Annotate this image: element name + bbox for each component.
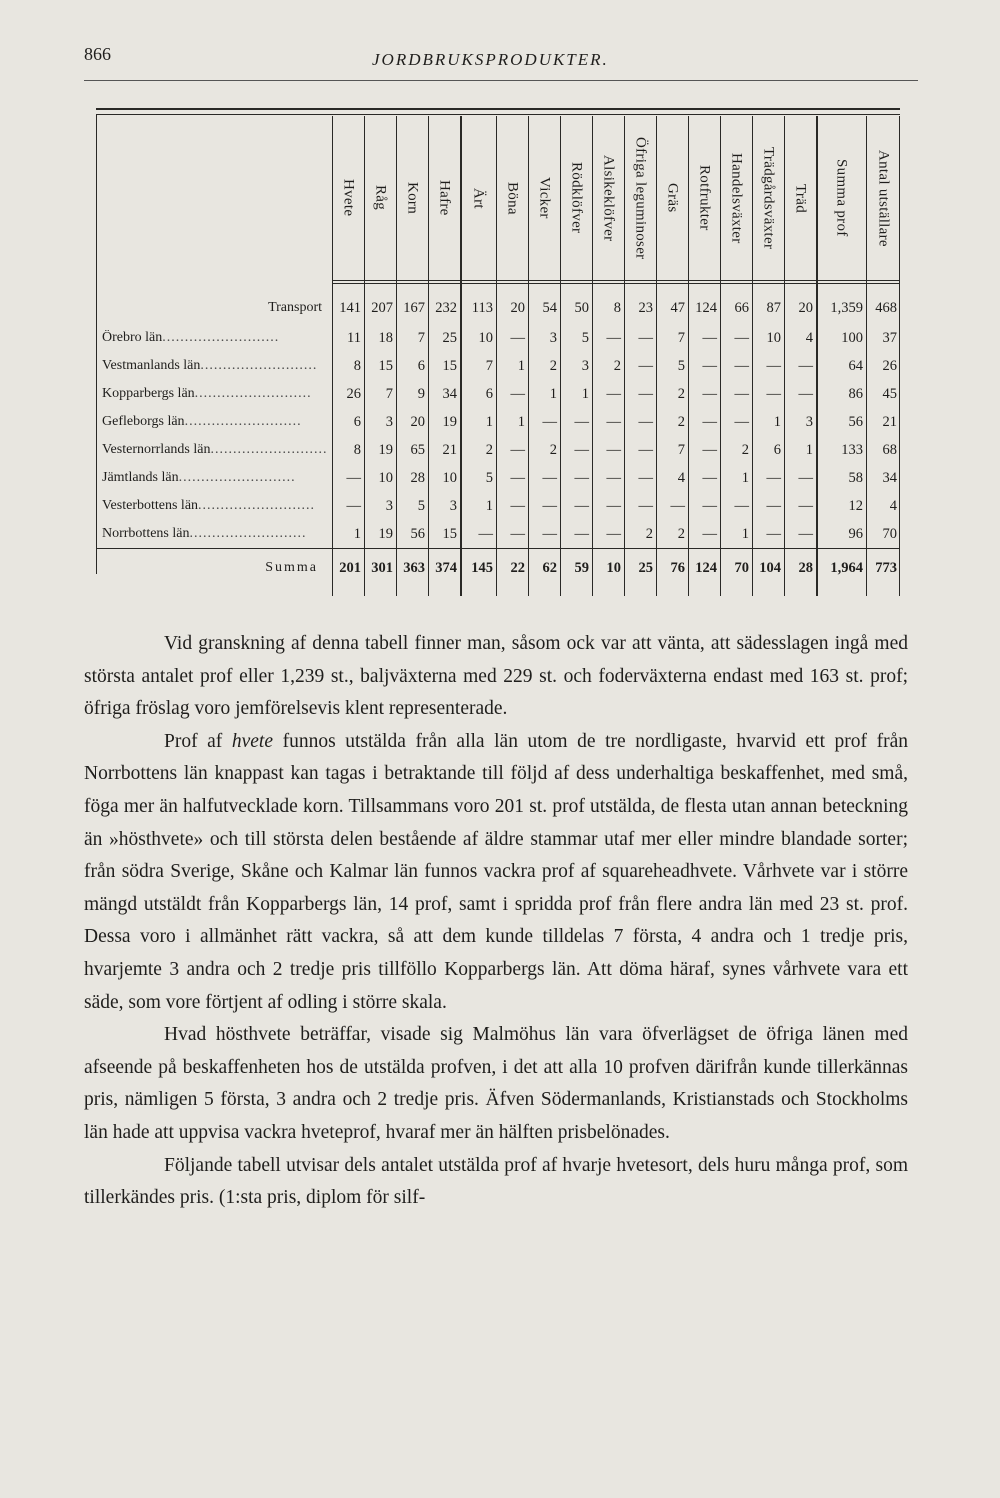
county-cell: — [606,386,621,402]
county-cell: — [638,330,653,346]
leader-dots: .......................... [162,330,280,345]
county-cell: — [542,414,557,430]
county-cell: 64 [848,358,863,374]
column-header-label: Träd [792,183,809,213]
paragraph [84,1019,908,1149]
body-text [84,628,908,1215]
county-cell: — [798,386,813,402]
county-cell: — [542,498,557,514]
county-cell: 10 [766,330,781,346]
county-cell: 21 [442,442,457,458]
summa-cell: 28 [798,560,813,576]
county-cell: 19 [378,526,393,542]
county-cell: — [346,498,361,514]
column-header [528,118,560,278]
county-cell: 2 [677,414,685,430]
county-cell: — [606,442,621,458]
county-label [102,470,330,486]
county-cell: 12 [848,498,863,514]
county-name: Örebro län [102,330,163,345]
column-header-label: Antal utställare [875,149,892,247]
county-cell: 7 [677,330,685,346]
county-cell: 6 [485,386,493,402]
county-cell: — [702,330,717,346]
county-label [102,498,330,514]
column-header [688,118,720,278]
county-cell: — [766,386,781,402]
column-header [460,118,496,278]
county-name: Vesternorrlands län [102,442,211,457]
county-cell: 18 [378,330,393,346]
summa-label: Summa [265,560,318,575]
column-header-label: Alsikeklöfver [600,154,617,242]
county-cell: 2 [741,442,749,458]
leader-dots: .......................... [210,442,328,457]
county-cell: — [766,470,781,486]
county-cell: — [638,414,653,430]
table-left-rule [96,114,97,574]
column-header [364,118,396,278]
county-cell: — [510,386,525,402]
county-cell: — [766,498,781,514]
column-header [816,118,866,278]
county-cell: — [574,498,589,514]
transport-cell: 124 [695,300,717,316]
column-header-label: Vicker [536,177,553,219]
summa-cell: 22 [510,560,525,576]
transport-cell: 20 [510,300,525,316]
county-cell: 8 [353,442,361,458]
county-cell: 3 [385,498,393,514]
county-cell: — [606,414,621,430]
county-cell: 1 [741,470,749,486]
column-header-label: Råg [372,185,389,211]
county-cell: 2 [613,358,621,374]
transport-cell: 207 [371,300,393,316]
county-cell: — [702,386,717,402]
summa-cell: 145 [471,560,493,576]
county-cell: 1 [581,386,589,402]
county-cell: 8 [353,358,361,374]
county-label [102,526,330,542]
italic-term: hvete [231,730,274,752]
county-cell: — [702,442,717,458]
county-cell: 3 [581,358,589,374]
county-cell: 34 [442,386,457,402]
county-cell: 2 [549,358,557,374]
county-cell: — [702,414,717,430]
county-cell: 10 [478,330,493,346]
leader-dots: .......................... [178,470,296,485]
county-cell: 15 [378,358,393,374]
county-cell: 1 [805,442,813,458]
paragraph [84,1150,908,1215]
county-cell: 5 [581,330,589,346]
county-cell: 1 [353,526,361,542]
county-cell: — [766,526,781,542]
county-cell: — [638,498,653,514]
county-cell: 2 [485,442,493,458]
county-cell: 10 [378,470,393,486]
county-cell: — [702,498,717,514]
transport-cell: 141 [339,300,361,316]
county-cell: 4 [805,330,813,346]
table-top-rule [96,108,900,110]
column-header-label: Öfriga leguminoser [632,136,649,260]
county-cell: — [798,358,813,374]
county-cell: 21 [882,414,897,430]
county-cell: 70 [882,526,897,542]
county-cell: 28 [410,470,425,486]
text-run: Hvad hösthvete beträffar, visade sig Malmöhus län vara öfverlägset de öfriga länen med afseende på beskaffenheten hos de utstälda profven, i det att alla 10 profven därifrån kunde tillerkännas pris, nämligen 5 första, 3 andra och 2 tredje pris. Äfven Södermanlands, Kristianstads och Stockholms län hade att uppvisa vackra hveteprof, hvaraf mer än hälften prisbelönades. [84,1024,908,1143]
county-cell: — [574,526,589,542]
column-header-label: Trädgårdsväxter [760,146,777,250]
county-cell: — [734,414,749,430]
county-cell: 1 [549,386,557,402]
county-cell: 2 [677,526,685,542]
county-cell: — [510,470,525,486]
county-cell: 15 [442,358,457,374]
column-header-label: Ärt [470,187,487,209]
county-name: Kopparbergs län [102,386,195,401]
county-cell: 6 [417,358,425,374]
column-header [866,118,900,278]
county-cell: 1 [485,498,493,514]
county-cell: 19 [442,414,457,430]
county-cell: 1 [485,414,493,430]
county-cell: — [638,470,653,486]
county-cell: 2 [549,442,557,458]
county-cell: 45 [882,386,897,402]
county-cell: 19 [378,442,393,458]
county-cell: — [798,526,813,542]
transport-cell: 23 [638,300,653,316]
county-cell: 9 [417,386,425,402]
county-cell: — [734,358,749,374]
county-cell: 25 [442,330,457,346]
summa-cell: 374 [435,560,457,576]
county-name: Vesterbottens län [102,498,199,513]
transport-cell: 1,359 [830,300,863,316]
page-number: 866 [84,44,111,64]
column-header [656,118,688,278]
summa-cell: 363 [403,560,425,576]
county-name: Vestmanlands län [102,358,201,373]
county-cell: 3 [449,498,457,514]
county-cell: 3 [385,414,393,430]
table-top-rule-inner [96,114,900,115]
county-cell: — [734,386,749,402]
county-cell: 4 [889,498,897,514]
column-header [720,118,752,278]
county-cell: — [606,498,621,514]
county-cell: 96 [848,526,863,542]
column-header [428,118,460,278]
paragraph [84,628,908,726]
transport-cell: 232 [435,300,457,316]
county-cell: 2 [645,526,653,542]
column-header-label: Handelsväxter [728,152,745,244]
summa-cell: 104 [759,560,781,576]
county-cell: — [606,470,621,486]
county-cell: — [510,330,525,346]
summa-cell: 25 [638,560,653,576]
header-bottom-rule-inner [332,283,900,284]
summa-cell: 70 [734,560,749,576]
column-header [396,118,428,278]
county-cell: 3 [549,330,557,346]
header-rule [84,80,918,81]
column-header [784,118,816,278]
transport-cell: 66 [734,300,749,316]
column-header [332,118,364,278]
county-cell: 58 [848,470,863,486]
county-cell: — [702,358,717,374]
summa-cell: 201 [339,560,361,576]
county-cell: 4 [677,470,685,486]
county-cell: 20 [410,414,425,430]
column-header-label: Summa prof [833,159,850,237]
column-header [496,118,528,278]
county-cell: 3 [805,414,813,430]
transport-cell: 47 [670,300,685,316]
column-header [592,118,624,278]
county-name: Jämtlands län [102,470,179,485]
county-cell: 65 [410,442,425,458]
county-cell: 1 [773,414,781,430]
county-cell: 37 [882,330,897,346]
text-run: Prof af [164,730,232,752]
county-cell: — [510,526,525,542]
county-cell: — [702,526,717,542]
column-header [560,118,592,278]
leader-dots: .......................... [198,498,316,513]
county-cell: — [606,526,621,542]
county-cell: 133 [841,442,863,458]
column-header-label: Hafre [436,180,453,216]
text-run: Vid granskning af denna tabell finner man, såsom ock var att vänta, att sädesslagen ingå med största antalet prof eller 1,239 st., baljväxterna med 229 st. och foderväxterna endast med 163 st. prof; öfriga fröslag voro jemförelsevis klent representerade. [84,633,908,720]
summa-cell: 10 [606,560,621,576]
county-cell: — [734,330,749,346]
transport-cell: 468 [875,300,897,316]
column-header-label: Gräs [664,183,681,213]
transport-cell: 8 [613,300,621,316]
county-cell: — [702,470,717,486]
county-cell: 11 [347,330,361,346]
county-cell: 10 [442,470,457,486]
county-cell: 100 [841,330,863,346]
county-cell: 68 [882,442,897,458]
county-cell: 1 [517,358,525,374]
summa-cell: 1,964 [830,560,863,576]
summa-cell: 773 [875,560,897,576]
column-header-label: Korn [404,181,421,215]
text-run: Följande tabell utvisar dels antalet utstälda prof af hvarje hvetesort, dels huru många prof, som tillerkändes pris. (1:sta pris, diplom för silf- [84,1154,908,1209]
column-header-label: Rotfrukter [696,165,713,231]
column-header-label: Hvete [340,179,357,217]
paragraph [84,726,908,1019]
county-cell: 26 [882,358,897,374]
county-cell: 26 [346,386,361,402]
county-cell: 56 [848,414,863,430]
county-cell: — [606,330,621,346]
county-cell: — [542,526,557,542]
county-cell: 5 [677,358,685,374]
county-cell: — [510,442,525,458]
summa-cell: 124 [695,560,717,576]
county-name: Norrbottens län [102,526,190,541]
county-cell: — [346,470,361,486]
county-label [102,330,330,346]
county-cell: — [798,498,813,514]
county-cell: 6 [773,442,781,458]
summa-cell: 62 [542,560,557,576]
summa-cell: 59 [574,560,589,576]
county-label [102,414,330,430]
county-label [102,386,330,402]
summa-top-rule [96,548,900,549]
county-cell: 2 [677,386,685,402]
county-cell: — [574,414,589,430]
county-cell: — [638,386,653,402]
county-cell: — [798,470,813,486]
header-bottom-rule [332,280,900,281]
county-cell: 5 [485,470,493,486]
county-name: Gefleborgs län [102,414,185,429]
text-run: funnos utstälda från alla län utom de tre nordligaste, hvarvid ett prof från Norrbottens län knappast kan tagas i betraktande till följd af dess underhaltiga beskaffenhet, med små, föga mer än halfutvecklade korn. Tillsammans voro 201 st. prof utstälda, de flesta utan annan beteckning än »hösthvete» och till största delen bestående af äldre stammar utaf mer eller mindre blandade sorter; från södra Sverige, Skåne och Kalmar län funnos vackra prof af squareheadhvete. Vårhvete var i större mängd utstäldt från Kopparbergs län, 14 prof, samt i spridda prof från flere andra län med 23 st. prof. Dessa voro i allmänhet rätt vackra, så att dem kunde tilldelas 7 första, 4 andra och 1 tredje pris, hvarjemte 3 andra och 2 tredje pris tillföllo Kopparbergs län. Att döma häraf, synes vårhvete vara ett säde, som vore förtjent af odling i större skala. [84,730,909,1013]
column-header [752,118,784,278]
county-cell: — [734,498,749,514]
county-cell: 86 [848,386,863,402]
running-title: JORDBRUKSPRODUKTER. [372,50,609,69]
county-cell: 34 [882,470,897,486]
column-header [624,118,656,278]
county-cell: 7 [417,330,425,346]
leader-dots: .......................... [189,526,307,541]
county-cell: 56 [410,526,425,542]
page-header [84,44,914,74]
county-cell: 1 [517,414,525,430]
county-cell: 7 [485,358,493,374]
transport-cell: 54 [542,300,557,316]
summa-cell: 76 [670,560,685,576]
county-cell: 5 [417,498,425,514]
leader-dots: .......................... [194,386,312,401]
statistics-table [96,108,920,598]
county-cell: 7 [385,386,393,402]
county-cell: — [766,358,781,374]
transport-cell: 167 [403,300,425,316]
leader-dots: .......................... [200,358,318,373]
column-header-label: Böna [504,181,521,215]
summa-cell: 301 [371,560,393,576]
county-label [102,358,330,374]
county-cell: — [670,498,685,514]
county-cell: — [542,470,557,486]
transport-cell: 113 [471,300,493,316]
transport-cell: 87 [766,300,781,316]
county-cell: — [478,526,493,542]
leader-dots: .......................... [184,414,302,429]
transport-cell: 20 [798,300,813,316]
county-cell: 7 [677,442,685,458]
county-cell: — [638,358,653,374]
county-cell: — [510,498,525,514]
county-cell: — [638,442,653,458]
county-label [102,442,330,458]
column-header-label: Rödklöfver [568,162,585,234]
county-cell: 15 [442,526,457,542]
county-cell: — [574,470,589,486]
county-cell: 6 [353,414,361,430]
county-cell: 1 [741,526,749,542]
transport-cell: 50 [574,300,589,316]
county-cell: — [574,442,589,458]
transport-label: Transport [268,300,322,315]
